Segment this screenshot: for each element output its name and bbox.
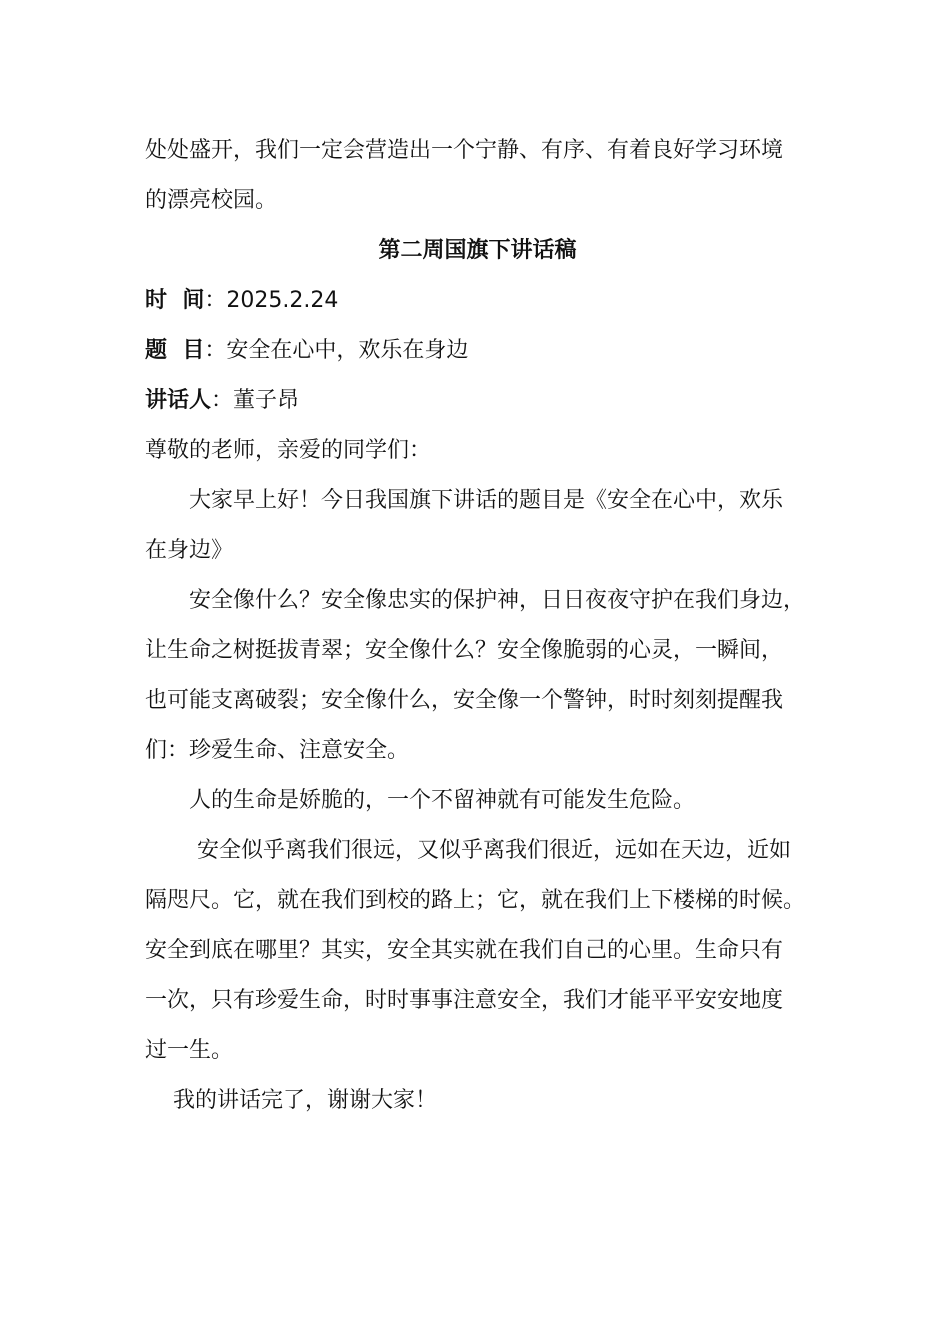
intro-line-2: 的漂亮校园。 bbox=[145, 188, 278, 213]
topic-separator: ： bbox=[204, 338, 227, 363]
body-line-11: 一次，只有珍爱生命，时时事事注意安全，我们才能平平安安地度 bbox=[145, 988, 784, 1013]
body-line-5: 也可能支离破裂；安全像什么，安全像一个警钟，时时刻刻提醒我 bbox=[145, 688, 784, 713]
time-separator: ： bbox=[204, 288, 227, 313]
body-line-9: 隔咫尺。它，就在我们到校的路上；它，就在我们上下楼梯的时候。 bbox=[145, 888, 806, 913]
body-line-4: 让生命之树挺拔青翠；安全像什么？安全像脆弱的心灵，一瞬间， bbox=[145, 638, 784, 663]
topic-value: 安全在心中，欢乐在身边 bbox=[226, 338, 469, 363]
time-label: 时 间 bbox=[145, 288, 205, 313]
body-line-12: 过一生。 bbox=[145, 1038, 234, 1063]
body-line-7: 人的生命是娇脆的，一个不留神就有可能发生危险。 bbox=[189, 788, 696, 813]
body-line-6: 们：珍爱生命、注意安全。 bbox=[145, 738, 410, 763]
speaker-separator: ： bbox=[211, 388, 234, 413]
intro-line-1: 处处盛开，我们一定会营造出一个宁静、有序、有着良好学习环境 bbox=[145, 138, 784, 163]
body-line-1: 大家早上好！今日我国旗下讲话的题目是《安全在心中，欢乐 bbox=[189, 488, 784, 513]
time-value: 2025.2.24 bbox=[226, 288, 339, 313]
meta-speaker bbox=[145, 386, 299, 416]
speech-title: 第二周国旗下讲话稿 bbox=[378, 238, 577, 263]
greeting: 尊敬的老师，亲爱的同学们： bbox=[145, 438, 432, 463]
body-line-3: 安全像什么？安全像忠实的保护神，日日夜夜守护在我们身边， bbox=[189, 588, 806, 613]
body-line-8: 安全似乎离我们很远，又似乎离我们很近，远如在天边，近如 bbox=[197, 838, 792, 863]
speaker-value: 董子昂 bbox=[233, 388, 300, 413]
closing-line: 我的讲话完了，谢谢大家！ bbox=[173, 1088, 438, 1113]
speaker-label: 讲话人 bbox=[145, 388, 212, 413]
meta-topic bbox=[145, 336, 468, 366]
topic-label: 题 目 bbox=[145, 338, 205, 363]
body-line-2: 在身边》 bbox=[145, 538, 234, 563]
body-line-10: 安全到底在哪里？其实，安全其实就在我们自己的心里。生命只有 bbox=[145, 938, 784, 963]
meta-time bbox=[145, 286, 338, 316]
